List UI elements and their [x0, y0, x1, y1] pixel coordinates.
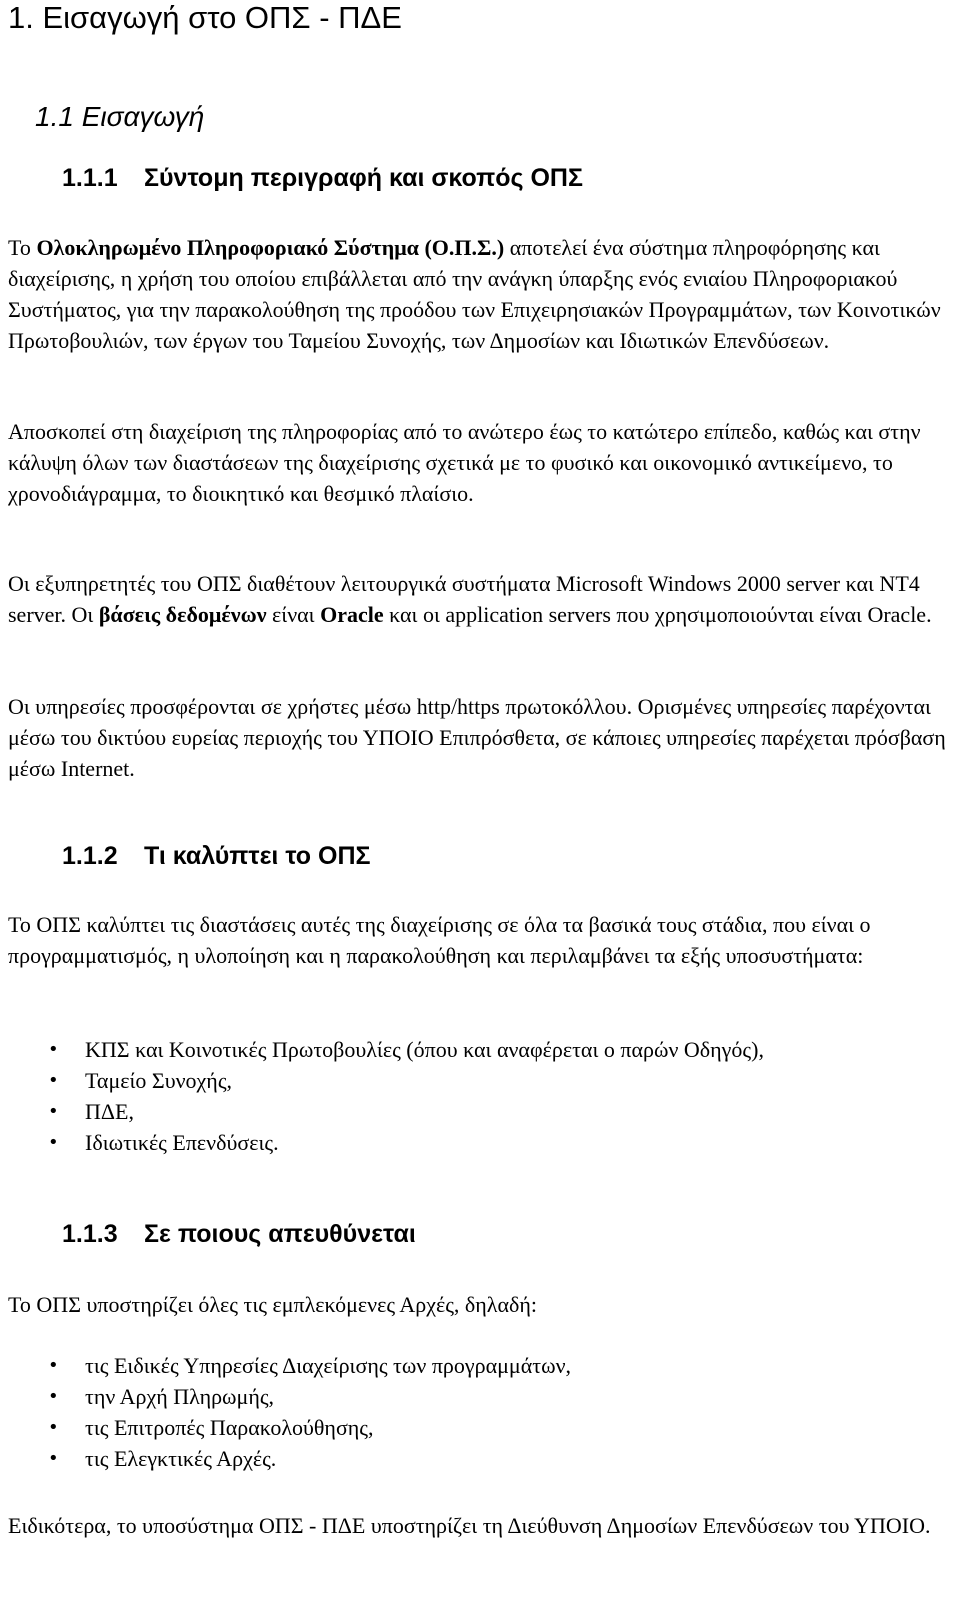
list-item: • ΚΠΣ και Κοινοτικές Πρωτοβουλίες (όπου και αναφέρεται ο παρών Οδηγός), — [0, 1034, 940, 1065]
subsection-number: 1.1.3 — [62, 1220, 118, 1248]
paragraph-intro — [8, 232, 948, 356]
section-heading: 1.1 Εισαγωγή — [35, 101, 205, 132]
subsection-heading-2 — [62, 841, 371, 871]
list-item: • ΠΔΕ, — [0, 1096, 940, 1127]
subsection-title: Σε ποιους απευθύνεται — [144, 1220, 416, 1248]
list-item: • Ιδιωτικές Επενδύσεις. — [0, 1127, 940, 1158]
list-item: • την Αρχή Πληρωμής, — [0, 1381, 940, 1412]
subsection-heading-1 — [62, 163, 583, 193]
list-item: • Ταμείο Συνοχής, — [0, 1065, 940, 1096]
chapter-heading: 1. Εισαγωγή στο ΟΠΣ - ΠΔΕ — [8, 0, 402, 35]
list-item: • τις Ειδικές Υπηρεσίες Διαχείρισης των προγραμμάτων, — [0, 1350, 940, 1381]
list-item: • τις Ελεγκτικές Αρχές. — [0, 1443, 940, 1474]
paragraph-scope: Αποσκοπεί στη διαχείριση της πληροφορίας από το ανώτερο έως το κατώτερο επίπεδο, καθώς και στην κάλυψη όλων των διαστάσεων της διαχείρισης σχετικά με το φυσικό και οικονομικό αντικείμενο, το χρονοδιάγραμμα, το διοικητικό και θεσμικό πλαίσιο. — [8, 419, 921, 506]
paragraph-specifically: Ειδικότερα, το υποσύστημα ΟΠΣ - ΠΔΕ υποστηρίζει τη Διεύθυνση Δημοσίων Επενδύσεων του ΥΠΟΙΟ. — [8, 1513, 931, 1538]
subsection-number: 1.1.1 — [62, 164, 118, 192]
bold-term: Ολοκληρωμένο Πληροφοριακό Σύστημα (Ο.Π.Σ.) — [36, 235, 505, 260]
subsystems-list — [0, 1034, 940, 1158]
subsection-heading-3 — [62, 1219, 416, 1249]
paragraph-servers — [8, 568, 948, 630]
paragraph-text: και οι application servers που χρησιμοποιούνται είναι Oracle. — [383, 602, 932, 627]
subsection-title: Σύντομη περιγραφή και σκοπός ΟΠΣ — [144, 164, 583, 192]
paragraph-text: Οι εξυπηρετητές του ΟΠΣ διαθέτουν λειτουργικά συστήματα Microsoft Windows 2000 server και NT4 server. Οι — [8, 571, 920, 627]
bold-term: βάσεις δεδομένων — [98, 602, 267, 627]
subsection-number: 1.1.2 — [62, 842, 118, 870]
paragraph-services: Οι υπηρεσίες προσφέρονται σε χρήστες μέσω http/https πρωτοκόλλου. Ορισμένες υπηρεσίες παρέχονται μέσω του δικτύου ευρείας περιοχής του ΥΠΟΙΟ Επιπρόσθετα, σε κάποιες υπηρεσίες παρέχεται πρόσβαση μέσω Internet. — [8, 694, 946, 781]
paragraph-coverage: Το ΟΠΣ καλύπτει τις διαστάσεις αυτές της διαχείρισης σε όλα τα βασικά τους στάδια, που είναι ο προγραμματισμός, η υλοποίηση και η παρακολούθηση και περιλαμβάνει τα εξής υποσυστήματα: — [8, 912, 871, 968]
paragraph-text: αποτελεί ένα σύστημα πληροφόρησης και διαχείρισης, η χρήση του οποίου επιβάλλεται από την ανάγκη ύπαρξης ενός ενιαίου Πληροφοριακού Συστήματος, για την παρακολούθηση της προόδου των Επιχειρησιακών Προγραμμάτων, των Κοινοτικών Πρωτοβουλιών, των έργων του Ταμείου Συνοχής, των Δημοσίων και Ιδιωτικών Επενδύσεων. — [8, 235, 941, 353]
paragraph-text: Το — [8, 235, 37, 260]
list-item: • τις Επιτροπές Παρακολούθησης, — [0, 1412, 940, 1443]
subsection-title: Τι καλύπτει το ΟΠΣ — [144, 842, 371, 870]
paragraph-text: είναι — [266, 602, 321, 627]
paragraph-audience: Το ΟΠΣ υποστηρίζει όλες τις εμπλεκόμενες Αρχές, δηλαδή: — [8, 1292, 537, 1317]
authorities-list — [0, 1350, 940, 1474]
bold-term: Oracle — [320, 602, 384, 627]
